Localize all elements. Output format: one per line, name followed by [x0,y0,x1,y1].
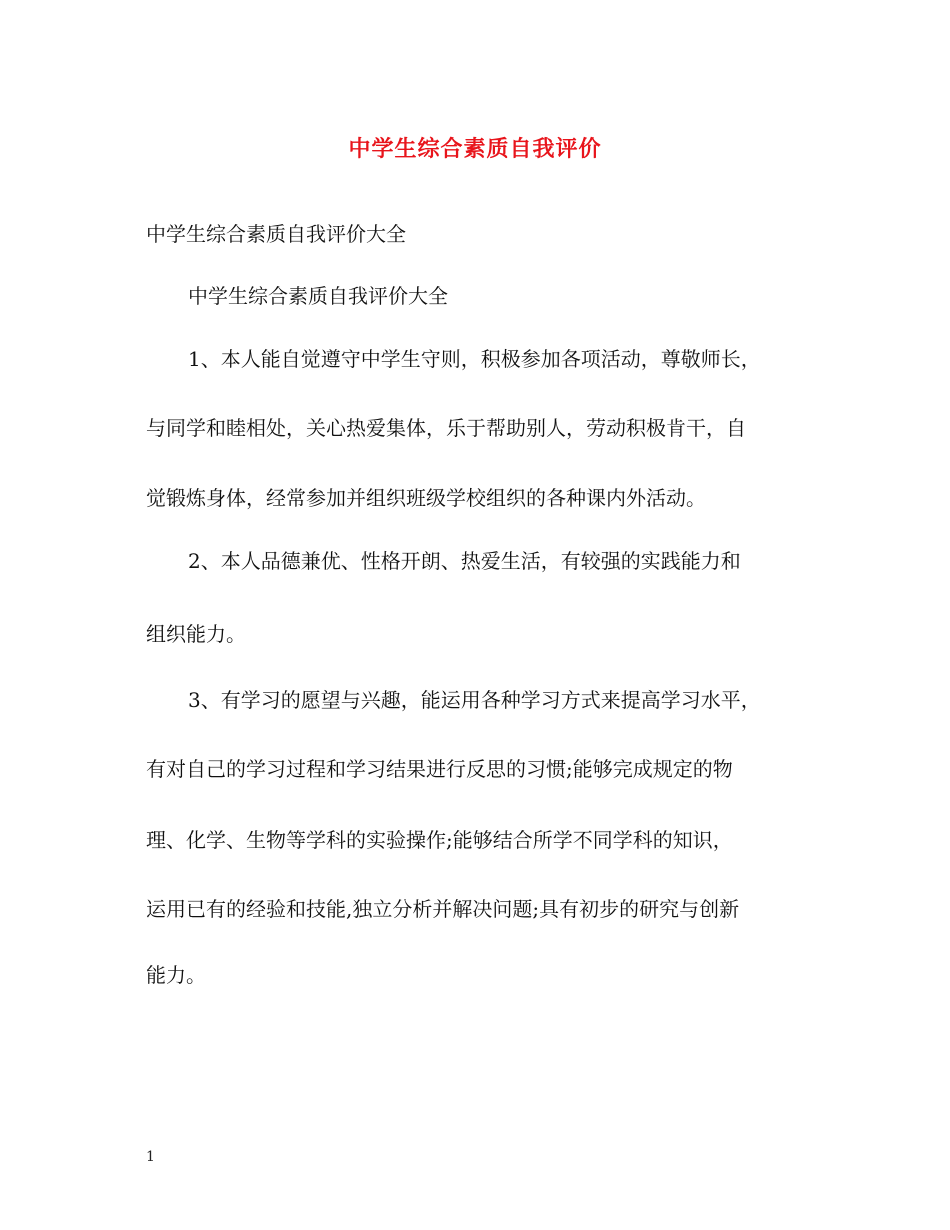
paragraph-line: 觉锻炼身体，经常参加并组织班级学校组织的各种课内外活动。 [146,486,706,510]
document-subheading: 中学生综合素质自我评价大全 [188,284,448,308]
paragraph-line: 能力。 [146,963,206,987]
document-title: 中学生综合素质自我评价 [348,137,602,162]
paragraph-line: 理、化学、生物等学科的实验操作;能够结合所学不同学科的知识， [146,828,733,852]
paragraph-line: 2、本人品德兼优、性格开朗、热爱生活，有较强的实践能力和 [188,549,741,573]
paragraph-line: 与同学和睦相处，关心热爱集体，乐于帮助别人，劳动积极肯干，自 [146,416,746,440]
page-number: 1 [146,1149,155,1165]
paragraph-line: 3、有学习的愿望与兴趣，能运用各种学习方式来提高学习水平， [188,688,761,712]
paragraph-line: 有对自己的学习过程和学习结果进行反思的习惯;能够完成规定的物 [146,757,733,781]
paragraph-line: 组织能力。 [146,622,246,646]
paragraph-line: 1、本人能自觉遵守中学生守则，积极参加各项活动，尊敬师长， [188,347,761,371]
document-heading: 中学生综合素质自我评价大全 [146,222,406,246]
paragraph-line: 运用已有的经验和技能,独立分析并解决问题;具有初步的研究与创新 [146,897,740,921]
